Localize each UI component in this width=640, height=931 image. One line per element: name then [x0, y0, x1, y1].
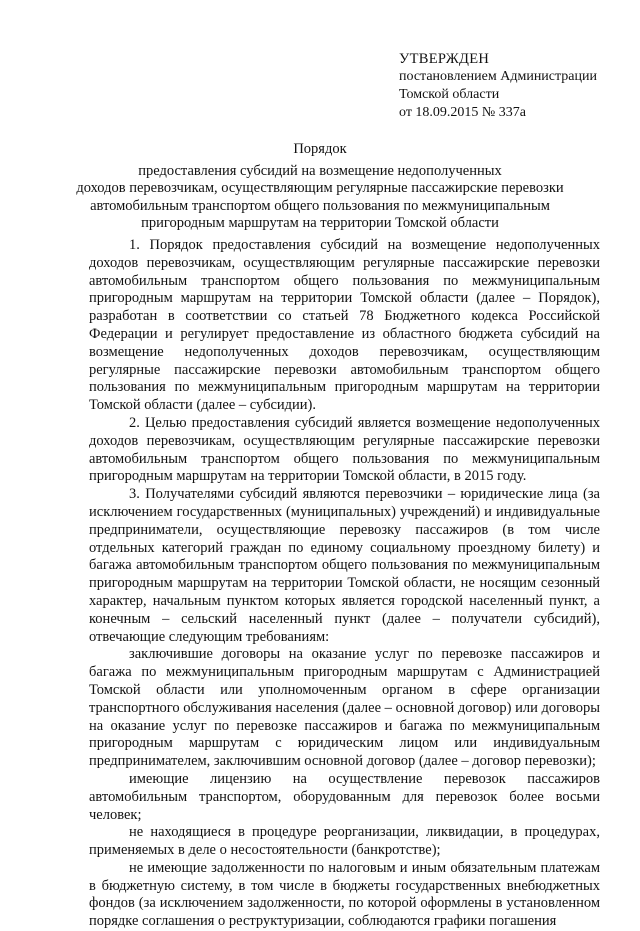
approval-line: Томской области — [399, 87, 500, 102]
document-subtitle-line: предоставления субсидий на возмещение недополученных — [138, 162, 502, 179]
approval-block — [399, 50, 629, 122]
document-name: Порядок — [293, 141, 347, 157]
paragraph-3: 3. Получателями субсидий являются перевозчики – юридические лица (за исключением государственных (муниципальных) учреждений) и индивидуальные предприниматели, осуществляющие перевозку пассажиров (в том числе отдельных категорий граждан по единому социальному проездному билету) и багажа автомобильным транспортом общего пользования по межмуниципальным пригородным маршрутам на территории Томской области, не носящим сезонный характер, начальным пунктом которых является городской населенный пункт, а конечным – сельский населенный пункт (далее – получатели субсидий), отвечающие следующим требованиям: — [89, 486, 600, 645]
document-subtitle-line: пригородным маршрутам на территории Томской области — [141, 215, 499, 232]
document-heading — [60, 141, 580, 233]
requirement-item: имеющие лицензию на осуществление перевозок пассажиров автомобильным транспортом, оборудованным для перевозок более восьми человек; — [89, 770, 600, 823]
requirement-item: не находящиеся в процедуре реорганизации, ликвидации, в процедурах, применяемых в деле о несостоятельности (банкротстве); — [89, 824, 600, 859]
paragraph-1: 1. Порядок предоставления субсидий на возмещение недополученных доходов перевозчикам, осуществляющим регулярные пассажирские перевозки автомобильным транспортом общего пользования по межмуниципальным пригородным маршрутам на территории Томской области (далее – Порядок), разработан в соответствии со статьей 78 Бюджетного кодекса Российской Федерации и регулирует предоставление из областного бюджета субсидий на возмещение недополученных доходов перевозчикам, осуществляющим регулярные пассажирские перевозки автомобильным транспортом общего пользования по межмуниципальным пригородным маршрутам на территории Томской области (далее – субсидии). — [89, 237, 600, 414]
document-subtitle-line: автомобильным транспортом общего пользования по межмуниципальным — [90, 197, 550, 214]
approval-line: постановлением Администрации — [399, 69, 597, 84]
requirement-item: не имеющие задолженности по налоговым и иным обязательным платежам в бюджетную систему, в том числе в бюджеты государственных внебюджетных фондов (за исключением задолженности, по которой оформлены в установленном порядке соглашения о реструктуризации, соблюдаются графики погашения — [89, 859, 600, 930]
requirement-item: заключившие договоры на оказание услуг по перевозке пассажиров и багажа по межмуниципальным пригородным маршрутам с Администрацией Томской области или уполномоченным органом в сфере организации транспортного обслуживания населения (далее – основной договор) или договоры на оказание услуг по перевозке пассажиров и багажа по межмуниципальным пригородным маршрутам с юридическим лицом или индивидуальным предпринимателем, заключившим основной договор (далее – договор перевозки); — [89, 646, 600, 770]
approval-line: от 18.09.2015 № 337а — [399, 105, 527, 120]
paragraph-2: 2. Целью предоставления субсидий является возмещение недополученных доходов перевозчикам, осуществляющим регулярные пассажирские перевозки автомобильным транспортом общего пользования по межмуниципальным пригородным маршрутам на территории Томской области, в 2015 году. — [89, 414, 600, 485]
document-subtitle-line: доходов перевозчикам, осуществляющим регулярные пассажирские перевозки — [76, 180, 564, 197]
document-body — [89, 237, 600, 931]
approval-title: УТВЕРЖДЕН — [399, 51, 490, 67]
